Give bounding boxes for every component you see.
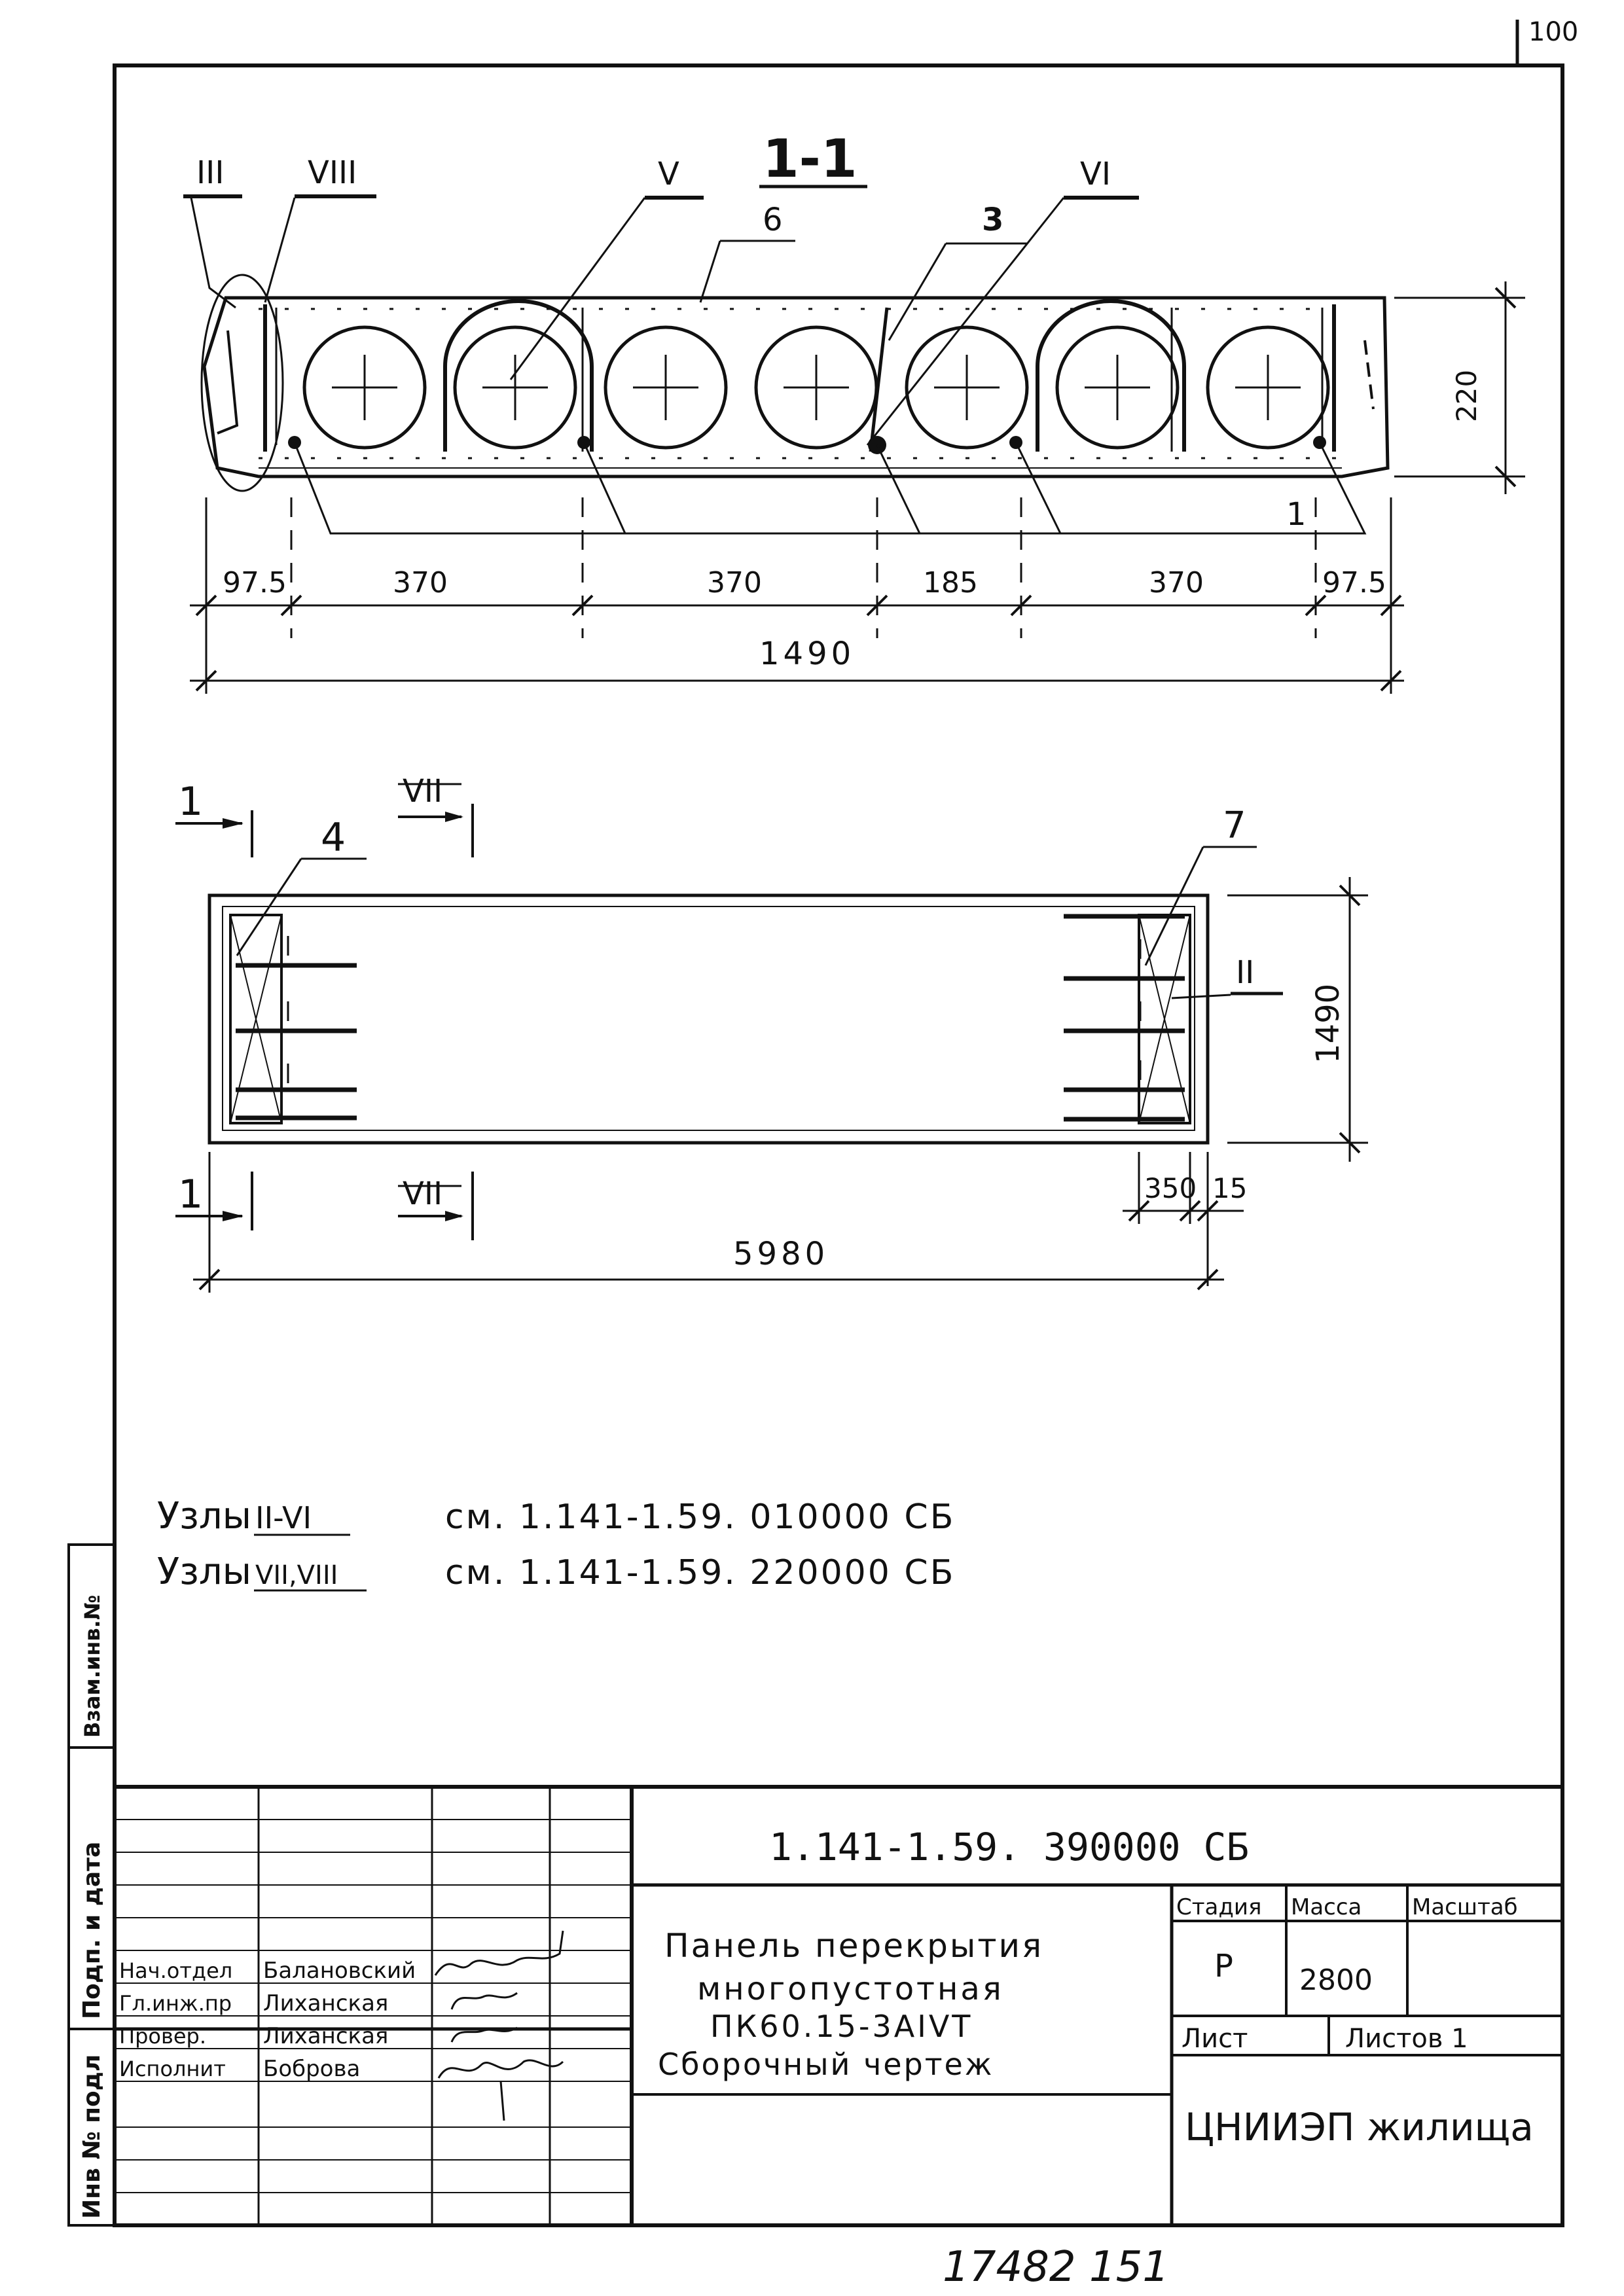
- node-label-iii: III: [196, 154, 225, 191]
- tb-scale-label: Масштаб: [1412, 1894, 1518, 1920]
- footer-number: 17482 151: [943, 2243, 1170, 2291]
- plan-view: [175, 773, 1368, 1293]
- section-total-width: 1490: [759, 636, 856, 672]
- section-1-1: [183, 128, 1525, 694]
- tb-title-4: Сборочный чертеж: [658, 2047, 994, 2082]
- dim-370-c: 370: [1149, 566, 1204, 600]
- callout-6: 6: [763, 202, 783, 238]
- tb-sheets-label: Листов 1: [1345, 2024, 1468, 2054]
- callout-3: 3: [982, 202, 1004, 238]
- tb-stage-label: Стадия: [1176, 1894, 1262, 1920]
- tb-mass-value: 2800: [1299, 1964, 1373, 1997]
- title-block: [115, 1787, 1562, 2225]
- note-2-ref: см. 1.141-1.59. 220000 СБ: [445, 1553, 956, 1592]
- tb-role-1: Нач.отдел: [119, 1958, 233, 1983]
- plan-dim-350: 350: [1144, 1172, 1197, 1204]
- tb-org: ЦНИИЭП жилища: [1185, 2105, 1534, 2149]
- section-title: 1-1: [763, 128, 857, 189]
- core-cross: [1085, 355, 1150, 420]
- core-cross: [332, 355, 397, 420]
- tb-role-3: Провер.: [119, 2024, 206, 2049]
- notes: [157, 1495, 955, 1593]
- tb-name-1: Балановский: [263, 1958, 416, 1984]
- plan-dim-15: 15: [1212, 1172, 1248, 1204]
- plan-callout-7: 7: [1223, 804, 1246, 847]
- note-1-ref: см. 1.141-1.59. 010000 СБ: [445, 1498, 956, 1537]
- margin-repl-inv: Взам.инв.№: [80, 1594, 105, 1738]
- plan-cut-7-top: VII: [403, 773, 443, 810]
- callout-1: 1: [1286, 496, 1307, 533]
- tb-role-2: Гл.инж.пр: [119, 1991, 232, 2016]
- tb-title-1: Панель перекрытия: [664, 1927, 1044, 1965]
- plan-callout-4: 4: [321, 815, 346, 861]
- tb-sheet-label: Лист: [1182, 2024, 1248, 2054]
- tb-doc-code: 1.141-1.59. 390000 СБ: [769, 1825, 1250, 1869]
- core-cross: [934, 355, 1000, 420]
- tb-name-2: Лиханская: [263, 1990, 389, 2017]
- core-cross: [1235, 355, 1301, 420]
- section-height-dim: 220: [1451, 369, 1483, 422]
- core-cross: [482, 355, 548, 420]
- plan-cut-1-top: 1: [178, 779, 204, 825]
- tb-mass-label: Масса: [1291, 1894, 1362, 1920]
- dim-185: 185: [923, 566, 978, 600]
- tb-role-4: Исполнит: [119, 2056, 226, 2081]
- core-cross: [784, 355, 849, 420]
- signatures-graphic: [435, 1931, 563, 2121]
- node-label-viii: VIII: [308, 154, 357, 191]
- note-1-range: II-VI: [255, 1500, 312, 1535]
- margin-inv-no: Инв № подл: [79, 2054, 105, 2219]
- note-2-range: VII,VIII: [255, 1560, 338, 1590]
- node-label-v: V: [658, 156, 679, 192]
- plan-node-ii: II: [1236, 954, 1255, 991]
- plan-length-dim: 5980: [733, 1236, 829, 1272]
- plan-cut-1-bottom: 1: [178, 1172, 204, 1217]
- dim-97-5-left: 97.5: [223, 566, 287, 600]
- tb-title-2: многопустотная: [697, 1971, 1004, 2007]
- node-label-vi: VI: [1080, 156, 1111, 192]
- tb-stage-value: Р: [1214, 1948, 1233, 1984]
- dim-370-b: 370: [707, 566, 762, 600]
- tb-title-3: ПК60.15-3АIVТ: [710, 2009, 973, 2044]
- dim-97-5-right: 97.5: [1322, 566, 1386, 600]
- plan-cut-7-bottom: VII: [403, 1175, 443, 1212]
- corner-mark: 100: [1528, 17, 1579, 47]
- plan-width-dim: 1490: [1310, 983, 1346, 1064]
- left-margin-strip: [69, 1545, 115, 2225]
- note-2-label: Узлы: [157, 1551, 251, 1593]
- core-cross: [633, 355, 698, 420]
- note-1-label: Узлы: [157, 1495, 251, 1537]
- dim-370-a: 370: [393, 566, 448, 600]
- tb-name-3: Лиханская: [263, 2023, 389, 2049]
- tb-name-4: Боброва: [263, 2056, 361, 2082]
- margin-sign-date: Подп. и дата: [79, 1841, 105, 2019]
